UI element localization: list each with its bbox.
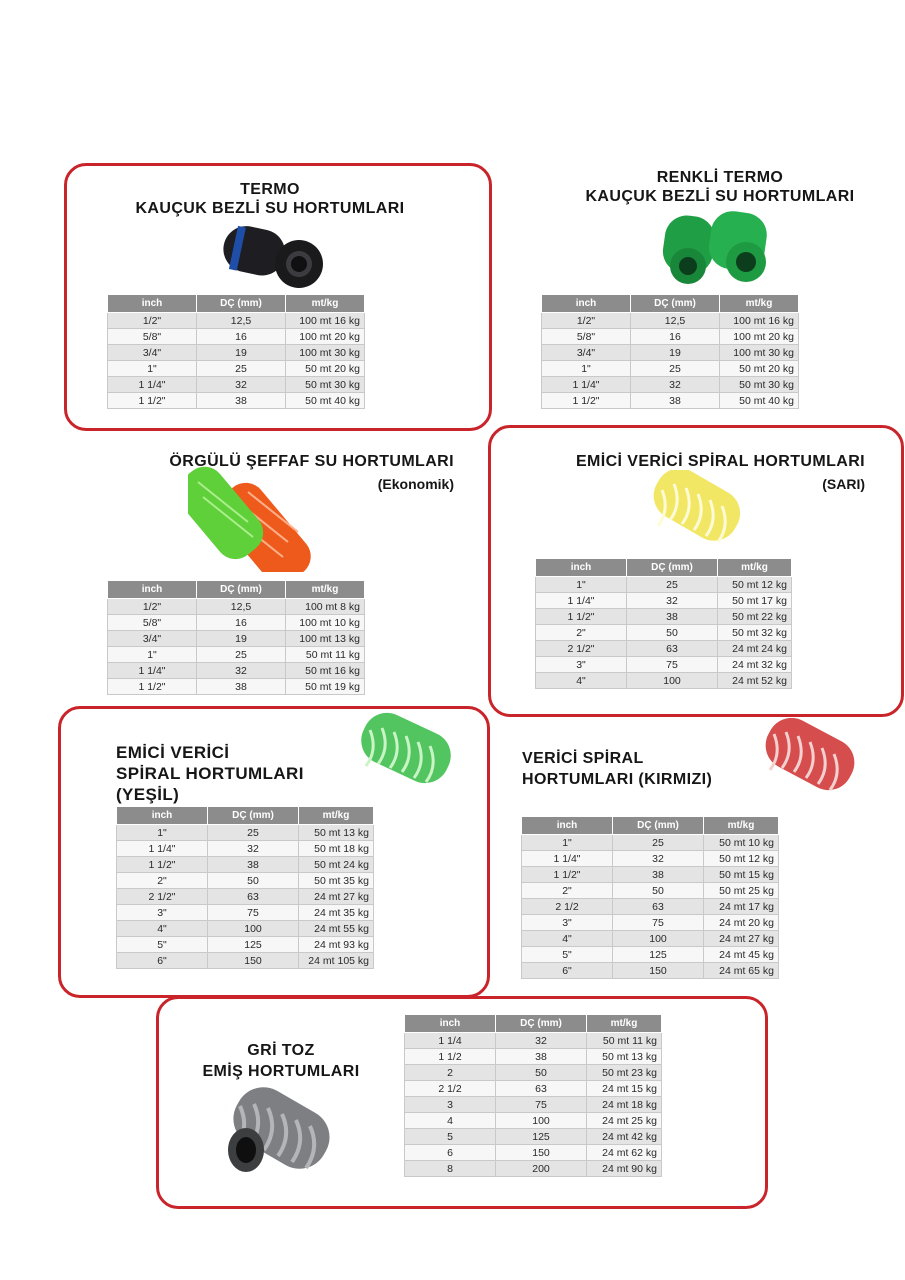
table-spiral-yesil	[116, 806, 374, 969]
table-row	[117, 857, 374, 873]
table-row	[108, 393, 365, 409]
header-mtkg: mt/kg	[299, 807, 374, 825]
cell-mtkg: 50 mt 35 kg	[299, 873, 374, 889]
cell-dc: 32	[197, 377, 286, 393]
cell-mtkg: 24 mt 90 kg	[587, 1161, 662, 1177]
header-inch: inch	[542, 295, 631, 313]
cell-mtkg: 50 mt 19 kg	[286, 679, 365, 695]
cell-mtkg: 24 mt 24 kg	[718, 641, 792, 657]
cell-inch: 3/4"	[108, 631, 197, 647]
cell-mtkg: 24 mt 42 kg	[587, 1129, 662, 1145]
header-mtkg: mt/kg	[286, 295, 365, 313]
cell-dc: 16	[197, 615, 286, 631]
cell-mtkg: 50 mt 40 kg	[286, 393, 365, 409]
cell-mtkg: 100 mt 30 kg	[720, 345, 799, 361]
cell-inch: 1 1/4"	[542, 377, 631, 393]
cell-dc: 125	[496, 1129, 587, 1145]
cell-inch: 3/4"	[542, 345, 631, 361]
header-mtkg: mt/kg	[720, 295, 799, 313]
cell-inch: 1 1/4"	[117, 841, 208, 857]
cell-mtkg: 50 mt 13 kg	[299, 825, 374, 841]
table-header-row	[542, 295, 799, 313]
table-row	[542, 345, 799, 361]
cell-mtkg: 24 mt 65 kg	[704, 963, 779, 979]
cell-mtkg: 100 mt 30 kg	[286, 345, 365, 361]
cell-dc: 32	[197, 663, 286, 679]
cell-dc: 150	[208, 953, 299, 969]
table-row	[536, 625, 792, 641]
cell-dc: 25	[197, 361, 286, 377]
table-row	[405, 1145, 662, 1161]
table-row	[536, 593, 792, 609]
cell-inch: 5/8"	[542, 329, 631, 345]
table-row	[405, 1097, 662, 1113]
table-row	[117, 873, 374, 889]
cell-dc: 16	[197, 329, 286, 345]
cell-mtkg: 50 mt 12 kg	[704, 851, 779, 867]
cell-inch: 2 1/2	[522, 899, 613, 915]
cell-inch: 3"	[117, 905, 208, 921]
table-row	[405, 1065, 662, 1081]
cell-dc: 75	[496, 1097, 587, 1113]
cell-mtkg: 50 mt 13 kg	[587, 1049, 662, 1065]
table-row	[542, 361, 799, 377]
cell-inch: 2"	[117, 873, 208, 889]
header-inch: inch	[522, 817, 613, 835]
cell-dc: 125	[208, 937, 299, 953]
cell-inch: 6	[405, 1145, 496, 1161]
cell-dc: 19	[197, 345, 286, 361]
cell-inch: 1"	[542, 361, 631, 377]
cell-mtkg: 24 mt 62 kg	[587, 1145, 662, 1161]
cell-dc: 63	[496, 1081, 587, 1097]
cell-inch: 1 1/2"	[536, 609, 627, 625]
cell-inch: 1 1/2"	[522, 867, 613, 883]
cell-inch: 5/8"	[108, 329, 197, 345]
hose-image-termo	[215, 222, 325, 290]
title-spiral-sari: EMİCİ VERİCİ SPİRAL HORTUMLARI	[575, 453, 865, 470]
cell-inch: 4"	[117, 921, 208, 937]
cell-inch: 4"	[536, 673, 627, 689]
cell-mtkg: 50 mt 30 kg	[720, 377, 799, 393]
hose-image-spiral-kirmizi	[758, 718, 862, 798]
cell-dc: 32	[627, 593, 718, 609]
table-row	[522, 867, 779, 883]
cell-dc: 125	[613, 947, 704, 963]
cell-inch: 1 1/2"	[542, 393, 631, 409]
cell-dc: 25	[197, 647, 286, 663]
cell-dc: 19	[631, 345, 720, 361]
cell-mtkg: 100 mt 20 kg	[286, 329, 365, 345]
title-renkli-termo: RENKLİ TERMO KAUÇUK BEZLİ SU HORTUMLARI	[585, 169, 855, 205]
cell-mtkg: 24 mt 55 kg	[299, 921, 374, 937]
cell-inch: 1"	[522, 835, 613, 851]
header-mtkg: mt/kg	[704, 817, 779, 835]
cell-dc: 32	[613, 851, 704, 867]
table-row	[522, 915, 779, 931]
cell-dc: 63	[208, 889, 299, 905]
hose-image-renkli-termo	[660, 210, 780, 288]
cell-dc: 150	[613, 963, 704, 979]
cell-mtkg: 50 mt 18 kg	[299, 841, 374, 857]
header-dc: DÇ (mm)	[631, 295, 720, 313]
table-row	[117, 841, 374, 857]
cell-inch: 2 1/2	[405, 1081, 496, 1097]
cell-dc: 150	[496, 1145, 587, 1161]
cell-inch: 5"	[117, 937, 208, 953]
table-header-row	[536, 559, 792, 577]
cell-dc: 32	[496, 1033, 587, 1049]
table-header-row	[108, 295, 365, 313]
cell-inch: 4"	[522, 931, 613, 947]
cell-inch: 3	[405, 1097, 496, 1113]
cell-mtkg: 50 mt 11 kg	[587, 1033, 662, 1049]
cell-inch: 1"	[108, 647, 197, 663]
cell-mtkg: 24 mt 35 kg	[299, 905, 374, 921]
cell-inch: 1"	[117, 825, 208, 841]
table-row	[117, 921, 374, 937]
cell-dc: 75	[627, 657, 718, 673]
table-row	[108, 361, 365, 377]
cell-inch: 6"	[522, 963, 613, 979]
table-row	[522, 835, 779, 851]
cell-inch: 2"	[522, 883, 613, 899]
cell-mtkg: 50 mt 30 kg	[286, 377, 365, 393]
table-row	[405, 1113, 662, 1129]
table-row	[536, 673, 792, 689]
cell-mtkg: 50 mt 17 kg	[718, 593, 792, 609]
cell-dc: 38	[208, 857, 299, 873]
header-inch: inch	[117, 807, 208, 825]
header-mtkg: mt/kg	[587, 1015, 662, 1033]
table-row	[108, 615, 365, 631]
cell-mtkg: 24 mt 52 kg	[718, 673, 792, 689]
table-row	[522, 851, 779, 867]
cell-dc: 75	[613, 915, 704, 931]
cell-mtkg: 50 mt 25 kg	[704, 883, 779, 899]
hose-image-spiral-yesil	[352, 712, 458, 792]
table-row	[536, 577, 792, 593]
cell-dc: 25	[208, 825, 299, 841]
cell-mtkg: 50 mt 11 kg	[286, 647, 365, 663]
cell-inch: 1 1/4"	[108, 377, 197, 393]
table-row	[522, 947, 779, 963]
cell-mtkg: 50 mt 20 kg	[720, 361, 799, 377]
cell-inch: 1/2"	[108, 599, 197, 615]
table-row	[108, 313, 365, 329]
cell-dc: 25	[627, 577, 718, 593]
cell-inch: 3"	[522, 915, 613, 931]
cell-dc: 32	[631, 377, 720, 393]
cell-dc: 63	[627, 641, 718, 657]
table-gri-toz	[404, 1014, 662, 1177]
table-row	[117, 953, 374, 969]
table-row	[117, 905, 374, 921]
cell-inch: 1 1/2"	[117, 857, 208, 873]
cell-dc: 50	[208, 873, 299, 889]
cell-dc: 25	[631, 361, 720, 377]
table-row	[536, 641, 792, 657]
cell-mtkg: 24 mt 17 kg	[704, 899, 779, 915]
header-dc: DÇ (mm)	[197, 581, 286, 599]
subtitle-sari: (SARI)	[822, 476, 865, 492]
cell-inch: 2 1/2"	[536, 641, 627, 657]
table-header-row	[108, 581, 365, 599]
cell-mtkg: 100 mt 20 kg	[720, 329, 799, 345]
table-row	[522, 883, 779, 899]
table-spiral-sari	[535, 558, 792, 689]
table-header-row	[405, 1015, 662, 1033]
cell-dc: 50	[613, 883, 704, 899]
cell-dc: 100	[627, 673, 718, 689]
table-row	[405, 1081, 662, 1097]
table-row	[108, 377, 365, 393]
cell-mtkg: 24 mt 15 kg	[587, 1081, 662, 1097]
table-row	[536, 609, 792, 625]
title-gri-toz: GRİ TOZ EMİŞ HORTUMLARI	[202, 1042, 360, 1080]
header-dc: DÇ (mm)	[197, 295, 286, 313]
cell-mtkg: 24 mt 32 kg	[718, 657, 792, 673]
cell-inch: 1 1/2	[405, 1049, 496, 1065]
cell-dc: 25	[613, 835, 704, 851]
table-row	[542, 313, 799, 329]
header-inch: inch	[108, 295, 197, 313]
cell-inch: 1 1/4"	[108, 663, 197, 679]
table-row	[542, 393, 799, 409]
table-row	[108, 679, 365, 695]
cell-dc: 38	[496, 1049, 587, 1065]
title-spiral-yesil: EMİCİ VERİCİ SPİRAL HORTUMLARI (YEŞİL)	[116, 743, 304, 804]
cell-inch: 1"	[536, 577, 627, 593]
cell-mtkg: 100 mt 16 kg	[720, 313, 799, 329]
cell-dc: 16	[631, 329, 720, 345]
table-row	[542, 377, 799, 393]
header-mtkg: mt/kg	[718, 559, 792, 577]
title-orgulu-seffaf: ÖRGÜLÜ ŞEFFAF SU HORTUMLARI	[169, 453, 454, 470]
table-row	[108, 663, 365, 679]
cell-mtkg: 100 mt 10 kg	[286, 615, 365, 631]
cell-dc: 38	[613, 867, 704, 883]
cell-mtkg: 24 mt 25 kg	[587, 1113, 662, 1129]
cell-mtkg: 50 mt 20 kg	[286, 361, 365, 377]
cell-mtkg: 100 mt 13 kg	[286, 631, 365, 647]
table-row	[117, 825, 374, 841]
cell-dc: 38	[197, 393, 286, 409]
header-inch: inch	[405, 1015, 496, 1033]
cell-mtkg: 24 mt 27 kg	[704, 931, 779, 947]
table-row	[542, 329, 799, 345]
hose-image-spiral-sari	[644, 470, 748, 550]
title-spiral-kirmizi: VERİCİ SPİRAL HORTUMLARI (KIRMIZI)	[522, 750, 713, 788]
table-header-row	[522, 817, 779, 835]
table-row	[108, 329, 365, 345]
cell-inch: 1 1/2"	[108, 679, 197, 695]
cell-dc: 100	[613, 931, 704, 947]
cell-dc: 100	[208, 921, 299, 937]
table-row	[108, 599, 365, 615]
table-row	[108, 345, 365, 361]
cell-dc: 75	[208, 905, 299, 921]
cell-dc: 50	[627, 625, 718, 641]
table-header-row	[117, 807, 374, 825]
cell-mtkg: 50 mt 12 kg	[718, 577, 792, 593]
table-row	[536, 657, 792, 673]
table-orgulu-seffaf	[107, 580, 365, 695]
cell-dc: 200	[496, 1161, 587, 1177]
cell-dc: 38	[631, 393, 720, 409]
hose-image-gri-toz	[218, 1080, 338, 1180]
header-dc: DÇ (mm)	[627, 559, 718, 577]
table-row	[405, 1033, 662, 1049]
cell-inch: 6"	[117, 953, 208, 969]
cell-dc: 63	[613, 899, 704, 915]
cell-dc: 38	[627, 609, 718, 625]
cell-inch: 1/2"	[108, 313, 197, 329]
title-termo: TERMO KAUÇUK BEZLİ SU HORTUMLARI	[135, 181, 405, 217]
cell-inch: 3/4"	[108, 345, 197, 361]
cell-mtkg: 24 mt 93 kg	[299, 937, 374, 953]
table-row	[405, 1049, 662, 1065]
cell-dc: 12,5	[197, 599, 286, 615]
table-row	[108, 647, 365, 663]
cell-mtkg: 100 mt 16 kg	[286, 313, 365, 329]
cell-mtkg: 24 mt 105 kg	[299, 953, 374, 969]
cell-dc: 12,5	[631, 313, 720, 329]
cell-inch: 1 1/2"	[108, 393, 197, 409]
cell-inch: 2"	[536, 625, 627, 641]
header-dc: DÇ (mm)	[496, 1015, 587, 1033]
cell-dc: 19	[197, 631, 286, 647]
table-spiral-kirmizi	[521, 816, 779, 979]
cell-dc: 100	[496, 1113, 587, 1129]
cell-mtkg: 50 mt 15 kg	[704, 867, 779, 883]
cell-mtkg: 50 mt 16 kg	[286, 663, 365, 679]
cell-inch: 1 1/4"	[522, 851, 613, 867]
cell-inch: 1"	[108, 361, 197, 377]
table-row	[117, 937, 374, 953]
header-inch: inch	[108, 581, 197, 599]
table-row	[108, 631, 365, 647]
header-dc: DÇ (mm)	[208, 807, 299, 825]
subtitle-ekonomik: (Ekonomik)	[377, 476, 454, 492]
cell-dc: 38	[197, 679, 286, 695]
cell-mtkg: 50 mt 32 kg	[718, 625, 792, 641]
cell-dc: 50	[496, 1065, 587, 1081]
cell-dc: 12,5	[197, 313, 286, 329]
cell-inch: 2	[405, 1065, 496, 1081]
cell-inch: 1 1/4"	[536, 593, 627, 609]
header-inch: inch	[536, 559, 627, 577]
hose-image-orgulu-seffaf	[188, 462, 318, 572]
cell-mtkg: 50 mt 10 kg	[704, 835, 779, 851]
cell-inch: 1/2"	[542, 313, 631, 329]
cell-inch: 8	[405, 1161, 496, 1177]
cell-mtkg: 24 mt 20 kg	[704, 915, 779, 931]
cell-mtkg: 100 mt 8 kg	[286, 599, 365, 615]
table-row	[522, 931, 779, 947]
table-row	[522, 899, 779, 915]
cell-inch: 5/8"	[108, 615, 197, 631]
cell-inch: 5"	[522, 947, 613, 963]
cell-mtkg: 50 mt 40 kg	[720, 393, 799, 409]
cell-inch: 5	[405, 1129, 496, 1145]
cell-mtkg: 50 mt 23 kg	[587, 1065, 662, 1081]
cell-mtkg: 24 mt 27 kg	[299, 889, 374, 905]
cell-dc: 32	[208, 841, 299, 857]
table-row	[522, 963, 779, 979]
table-renkli-termo	[541, 294, 799, 409]
header-mtkg: mt/kg	[286, 581, 365, 599]
cell-inch: 1 1/4	[405, 1033, 496, 1049]
table-termo	[107, 294, 365, 409]
cell-mtkg: 50 mt 22 kg	[718, 609, 792, 625]
table-row	[117, 889, 374, 905]
cell-mtkg: 24 mt 18 kg	[587, 1097, 662, 1113]
header-dc: DÇ (mm)	[613, 817, 704, 835]
cell-inch: 3"	[536, 657, 627, 673]
cell-inch: 4	[405, 1113, 496, 1129]
table-row	[405, 1129, 662, 1145]
cell-mtkg: 50 mt 24 kg	[299, 857, 374, 873]
table-row	[405, 1161, 662, 1177]
cell-inch: 2 1/2"	[117, 889, 208, 905]
cell-mtkg: 24 mt 45 kg	[704, 947, 779, 963]
